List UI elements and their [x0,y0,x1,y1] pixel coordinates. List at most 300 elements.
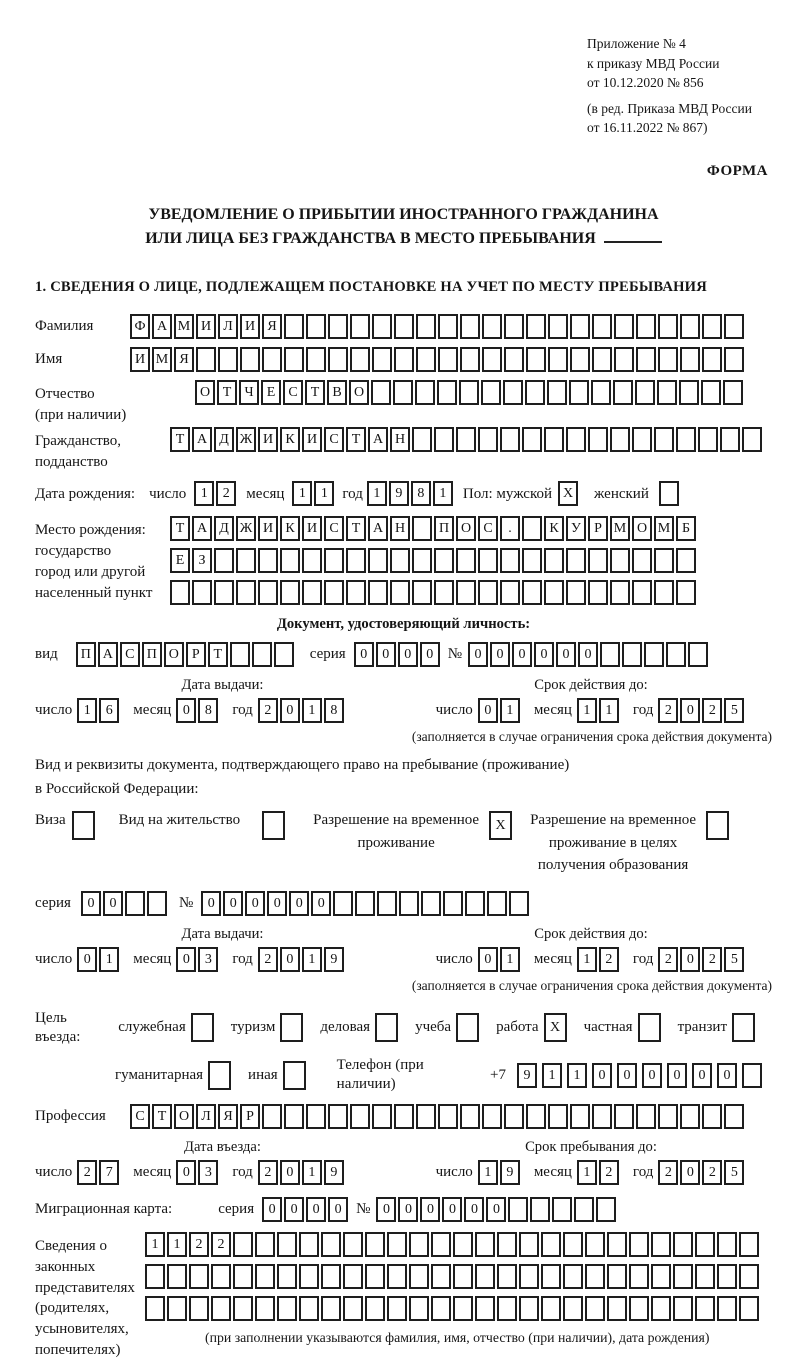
form-cell[interactable] [614,347,634,372]
form-cell[interactable]: Н [390,516,410,541]
form-cell[interactable]: С [283,380,303,405]
form-cell[interactable]: 9 [324,1160,344,1185]
form-cell[interactable]: 1 [77,698,97,723]
form-cell[interactable]: А [368,516,388,541]
form-cell[interactable] [394,314,414,339]
form-cell[interactable] [739,1296,759,1321]
form-cell[interactable]: 0 [176,1160,196,1185]
form-cell[interactable] [412,548,432,573]
form-cell[interactable]: 1 [167,1232,187,1257]
form-cell[interactable] [739,1232,759,1257]
form-cell[interactable] [255,1232,275,1257]
form-cell[interactable]: А [368,427,388,452]
form-cell[interactable] [607,1232,627,1257]
form-cell[interactable] [377,891,397,916]
form-cell[interactable] [541,1296,561,1321]
form-cell[interactable]: 0 [176,947,196,972]
form-cell[interactable] [638,1013,661,1042]
form-cell[interactable] [732,1013,755,1042]
form-cell[interactable] [658,1104,678,1129]
form-cell[interactable] [191,1013,214,1042]
form-cell[interactable] [695,1232,715,1257]
form-cell[interactable]: 0 [667,1063,687,1088]
form-cell[interactable] [659,481,679,506]
form-cell[interactable]: Р [588,516,608,541]
form-cell[interactable] [233,1232,253,1257]
form-cell[interactable] [482,347,502,372]
form-cell[interactable] [230,642,250,667]
form-cell[interactable]: 5 [724,947,744,972]
stay-day[interactable] [478,1160,522,1185]
form-cell[interactable] [416,314,436,339]
form-cell[interactable]: И [240,314,260,339]
form-cell[interactable] [145,1296,165,1321]
form-cell[interactable] [262,1104,282,1129]
form-cell[interactable]: 2 [189,1232,209,1257]
form-cell[interactable]: С [324,516,344,541]
form-cell[interactable] [343,1232,363,1257]
form-cell[interactable]: 2 [216,481,236,506]
form-cell[interactable] [306,314,326,339]
form-cell[interactable]: 1 [577,698,597,723]
form-cell[interactable] [211,1296,231,1321]
form-cell[interactable] [588,548,608,573]
form-cell[interactable] [680,347,700,372]
form-cell[interactable] [460,347,480,372]
form-cell[interactable]: Ф [130,314,150,339]
form-cell[interactable] [255,1264,275,1289]
representatives-row-3[interactable] [145,1296,761,1321]
form-cell[interactable] [592,314,612,339]
form-cell[interactable] [566,427,586,452]
form-cell[interactable]: С [120,642,140,667]
birth-year-field[interactable] [367,481,455,506]
form-cell[interactable]: 0 [642,1063,662,1088]
form-cell[interactable] [544,427,564,452]
form-cell[interactable] [415,380,435,405]
form-cell[interactable]: К [544,516,564,541]
form-cell[interactable] [409,1264,429,1289]
form-cell[interactable] [552,1197,572,1222]
form-cell[interactable] [654,427,674,452]
temp-residence-edu-checkbox[interactable] [706,811,731,840]
form-cell[interactable] [350,314,370,339]
form-cell[interactable]: О [456,516,476,541]
form-cell[interactable]: Е [170,548,190,573]
form-cell[interactable] [453,1264,473,1289]
form-cell[interactable] [299,1296,319,1321]
form-cell[interactable]: 2 [702,947,722,972]
form-cell[interactable] [478,427,498,452]
form-cell[interactable] [607,1296,627,1321]
form-cell[interactable]: 0 [306,1197,326,1222]
form-cell[interactable] [475,1264,495,1289]
form-cell[interactable] [585,1232,605,1257]
form-cell[interactable]: 0 [280,1160,300,1185]
form-cell[interactable] [324,548,344,573]
form-cell[interactable] [438,1104,458,1129]
form-cell[interactable] [526,314,546,339]
form-cell[interactable] [636,347,656,372]
form-cell[interactable] [328,314,348,339]
res-issue-month[interactable] [176,947,220,972]
form-cell[interactable]: 0 [717,1063,737,1088]
res-number-field[interactable] [201,891,531,916]
form-cell[interactable]: 0 [398,642,418,667]
form-cell[interactable] [695,1264,715,1289]
purpose-tourism-checkbox[interactable] [280,1013,308,1042]
form-cell[interactable]: 0 [262,1197,282,1222]
form-cell[interactable]: 1 [577,1160,597,1185]
form-cell[interactable]: Р [186,642,206,667]
form-cell[interactable] [387,1232,407,1257]
patronymic-field[interactable] [195,380,745,405]
form-cell[interactable]: 2 [258,1160,278,1185]
form-cell[interactable] [544,548,564,573]
form-cell[interactable]: 2 [599,1160,619,1185]
form-cell[interactable] [500,548,520,573]
form-cell[interactable]: И [302,427,322,452]
form-cell[interactable] [503,380,523,405]
res-valid-year[interactable] [658,947,746,972]
form-cell[interactable]: Д [214,427,234,452]
form-cell[interactable]: 0 [354,642,374,667]
form-cell[interactable] [522,427,542,452]
form-cell[interactable] [607,1264,627,1289]
form-cell[interactable] [702,314,722,339]
doc-number-field[interactable] [468,642,710,667]
form-cell[interactable] [409,1296,429,1321]
form-cell[interactable] [522,580,542,605]
form-cell[interactable]: 1 [194,481,214,506]
form-cell[interactable]: У [566,516,586,541]
form-cell[interactable]: X [489,811,512,840]
form-cell[interactable] [438,347,458,372]
form-cell[interactable] [299,1264,319,1289]
form-cell[interactable] [346,580,366,605]
form-cell[interactable] [525,380,545,405]
form-cell[interactable] [306,347,326,372]
form-cell[interactable] [365,1232,385,1257]
form-cell[interactable] [343,1296,363,1321]
form-cell[interactable]: О [195,380,215,405]
form-cell[interactable]: 9 [500,1160,520,1185]
form-cell[interactable] [302,580,322,605]
form-cell[interactable] [258,548,278,573]
form-cell[interactable] [434,580,454,605]
form-cell[interactable]: Ч [239,380,259,405]
form-cell[interactable] [702,347,722,372]
form-cell[interactable] [614,314,634,339]
form-cell[interactable] [504,1104,524,1129]
form-cell[interactable]: З [192,548,212,573]
form-cell[interactable] [614,1104,634,1129]
form-cell[interactable]: . [500,516,520,541]
form-cell[interactable] [508,1197,528,1222]
form-cell[interactable]: 1 [433,481,453,506]
form-cell[interactable]: 0 [478,947,498,972]
form-cell[interactable]: 2 [702,1160,722,1185]
form-cell[interactable] [654,548,674,573]
form-cell[interactable]: 2 [211,1232,231,1257]
form-cell[interactable]: О [632,516,652,541]
form-cell[interactable] [613,380,633,405]
form-cell[interactable] [519,1232,539,1257]
form-cell[interactable] [372,1104,392,1129]
visa-checkbox[interactable] [72,811,97,840]
form-cell[interactable] [196,347,216,372]
form-cell[interactable] [277,1296,297,1321]
form-cell[interactable]: 0 [311,891,331,916]
form-cell[interactable]: 6 [99,698,119,723]
form-cell[interactable] [541,1264,561,1289]
form-cell[interactable]: Л [218,314,238,339]
form-cell[interactable]: Т [305,380,325,405]
form-cell[interactable] [657,380,677,405]
form-cell[interactable]: И [258,516,278,541]
form-cell[interactable] [563,1232,583,1257]
res-series-field[interactable] [81,891,169,916]
form-cell[interactable] [610,580,630,605]
form-cell[interactable] [717,1264,737,1289]
form-cell[interactable]: Ж [236,516,256,541]
form-cell[interactable]: П [142,642,162,667]
form-cell[interactable] [482,314,502,339]
form-cell[interactable] [563,1296,583,1321]
citizenship-field[interactable] [170,427,764,452]
form-cell[interactable]: 0 [376,642,396,667]
form-cell[interactable] [720,427,740,452]
entry-year[interactable] [258,1160,346,1185]
form-cell[interactable] [368,548,388,573]
form-cell[interactable] [409,1232,429,1257]
form-cell[interactable] [145,1264,165,1289]
form-cell[interactable]: 1 [542,1063,562,1088]
form-cell[interactable] [189,1296,209,1321]
birthplace-row-3[interactable] [170,580,698,605]
form-cell[interactable]: 1 [577,947,597,972]
doc-series-field[interactable] [354,642,442,667]
form-cell[interactable] [566,548,586,573]
form-cell[interactable] [453,1296,473,1321]
form-cell[interactable] [701,380,721,405]
form-cell[interactable]: 9 [517,1063,537,1088]
mig-number-field[interactable] [376,1197,618,1222]
form-cell[interactable] [459,380,479,405]
form-cell[interactable] [482,1104,502,1129]
form-cell[interactable] [438,314,458,339]
form-cell[interactable]: 2 [702,698,722,723]
form-cell[interactable] [394,1104,414,1129]
form-cell[interactable] [487,891,507,916]
form-cell[interactable] [456,548,476,573]
form-cell[interactable] [658,314,678,339]
doc-type-field[interactable] [76,642,296,667]
form-cell[interactable] [497,1296,517,1321]
form-cell[interactable] [548,347,568,372]
form-cell[interactable] [277,1264,297,1289]
form-cell[interactable]: 0 [486,1197,506,1222]
form-cell[interactable] [375,1013,398,1042]
form-cell[interactable]: 8 [198,698,218,723]
form-cell[interactable]: 0 [692,1063,712,1088]
form-cell[interactable] [324,580,344,605]
form-cell[interactable] [343,1264,363,1289]
form-cell[interactable]: 3 [198,1160,218,1185]
stay-month[interactable] [577,1160,621,1185]
form-cell[interactable]: С [478,516,498,541]
form-cell[interactable] [192,580,212,605]
form-cell[interactable] [629,1296,649,1321]
form-cell[interactable] [387,1296,407,1321]
form-cell[interactable]: 0 [289,891,309,916]
form-cell[interactable] [372,314,392,339]
form-cell[interactable]: 0 [680,1160,700,1185]
form-cell[interactable] [547,380,567,405]
form-cell[interactable] [742,1063,762,1088]
birth-month-field[interactable] [292,481,336,506]
form-cell[interactable]: 0 [223,891,243,916]
form-cell[interactable] [724,347,744,372]
form-cell[interactable] [460,314,480,339]
form-cell[interactable]: И [302,516,322,541]
form-cell[interactable]: 1 [302,1160,322,1185]
form-cell[interactable]: М [610,516,630,541]
form-cell[interactable] [453,1232,473,1257]
form-cell[interactable]: 1 [314,481,334,506]
form-cell[interactable]: О [164,642,184,667]
form-cell[interactable] [365,1264,385,1289]
form-cell[interactable] [321,1264,341,1289]
form-cell[interactable] [688,642,708,667]
form-cell[interactable] [431,1232,451,1257]
form-cell[interactable] [255,1296,275,1321]
form-cell[interactable] [412,427,432,452]
form-cell[interactable] [548,1104,568,1129]
form-cell[interactable] [592,1104,612,1129]
form-cell[interactable] [280,580,300,605]
form-cell[interactable] [416,1104,436,1129]
form-cell[interactable] [189,1264,209,1289]
form-cell[interactable] [328,347,348,372]
purpose-private-checkbox[interactable] [638,1013,666,1042]
form-cell[interactable] [658,347,678,372]
form-cell[interactable] [742,427,762,452]
sex-male-checkbox[interactable] [558,481,580,506]
form-cell[interactable] [673,1296,693,1321]
form-cell[interactable]: Ж [236,427,256,452]
form-cell[interactable]: И [196,314,216,339]
form-cell[interactable]: М [654,516,674,541]
form-cell[interactable] [412,516,432,541]
form-cell[interactable] [629,1264,649,1289]
form-cell[interactable] [456,427,476,452]
form-cell[interactable]: Л [196,1104,216,1129]
doc-valid-day[interactable] [478,698,522,723]
form-cell[interactable] [574,1197,594,1222]
form-cell[interactable] [504,347,524,372]
form-cell[interactable]: 0 [103,891,123,916]
form-cell[interactable] [393,380,413,405]
profession-field[interactable] [130,1104,746,1129]
form-cell[interactable]: Т [217,380,237,405]
form-cell[interactable] [636,314,656,339]
form-cell[interactable]: 0 [284,1197,304,1222]
form-cell[interactable] [563,1264,583,1289]
form-cell[interactable] [236,580,256,605]
form-cell[interactable] [475,1232,495,1257]
form-cell[interactable] [673,1264,693,1289]
form-cell[interactable]: 1 [292,481,312,506]
form-cell[interactable]: 2 [77,1160,97,1185]
form-cell[interactable] [277,1232,297,1257]
form-cell[interactable] [497,1264,517,1289]
form-cell[interactable] [679,380,699,405]
form-cell[interactable] [394,347,414,372]
form-cell[interactable] [387,1264,407,1289]
form-cell[interactable] [283,1061,306,1090]
form-cell[interactable] [706,811,729,840]
stay-year[interactable] [658,1160,746,1185]
form-cell[interactable] [355,891,375,916]
form-cell[interactable] [622,642,642,667]
birthplace-row-1[interactable] [170,516,698,541]
form-cell[interactable] [588,580,608,605]
form-cell[interactable]: Н [390,427,410,452]
form-cell[interactable] [399,891,419,916]
form-cell[interactable]: Б [676,516,696,541]
form-cell[interactable] [280,548,300,573]
form-cell[interactable]: X [558,481,578,506]
form-cell[interactable]: 0 [512,642,532,667]
purpose-study-checkbox[interactable] [456,1013,484,1042]
form-cell[interactable] [526,1104,546,1129]
form-cell[interactable] [321,1296,341,1321]
form-cell[interactable]: 1 [478,1160,498,1185]
form-cell[interactable] [233,1264,253,1289]
form-cell[interactable] [500,580,520,605]
form-cell[interactable] [371,380,391,405]
form-cell[interactable] [570,347,590,372]
form-cell[interactable] [475,1296,495,1321]
form-cell[interactable] [651,1232,671,1257]
purpose-official-checkbox[interactable] [191,1013,219,1042]
form-cell[interactable] [632,548,652,573]
form-cell[interactable] [566,580,586,605]
entry-day[interactable] [77,1160,121,1185]
form-cell[interactable]: 1 [367,481,387,506]
form-cell[interactable]: 0 [464,1197,484,1222]
form-cell[interactable] [328,1104,348,1129]
form-cell[interactable] [522,516,542,541]
form-cell[interactable] [526,347,546,372]
form-cell[interactable]: Т [346,516,366,541]
form-cell[interactable] [724,314,744,339]
doc-valid-month[interactable] [577,698,621,723]
form-cell[interactable]: Е [261,380,281,405]
form-cell[interactable]: 1 [302,698,322,723]
form-cell[interactable] [724,1104,744,1129]
form-cell[interactable] [431,1296,451,1321]
purpose-business-checkbox[interactable] [375,1013,403,1042]
form-cell[interactable] [717,1296,737,1321]
form-cell[interactable]: 0 [556,642,576,667]
form-cell[interactable] [350,1104,370,1129]
form-cell[interactable] [500,427,520,452]
form-cell[interactable]: 1 [302,947,322,972]
form-cell[interactable] [465,891,485,916]
form-cell[interactable] [509,891,529,916]
